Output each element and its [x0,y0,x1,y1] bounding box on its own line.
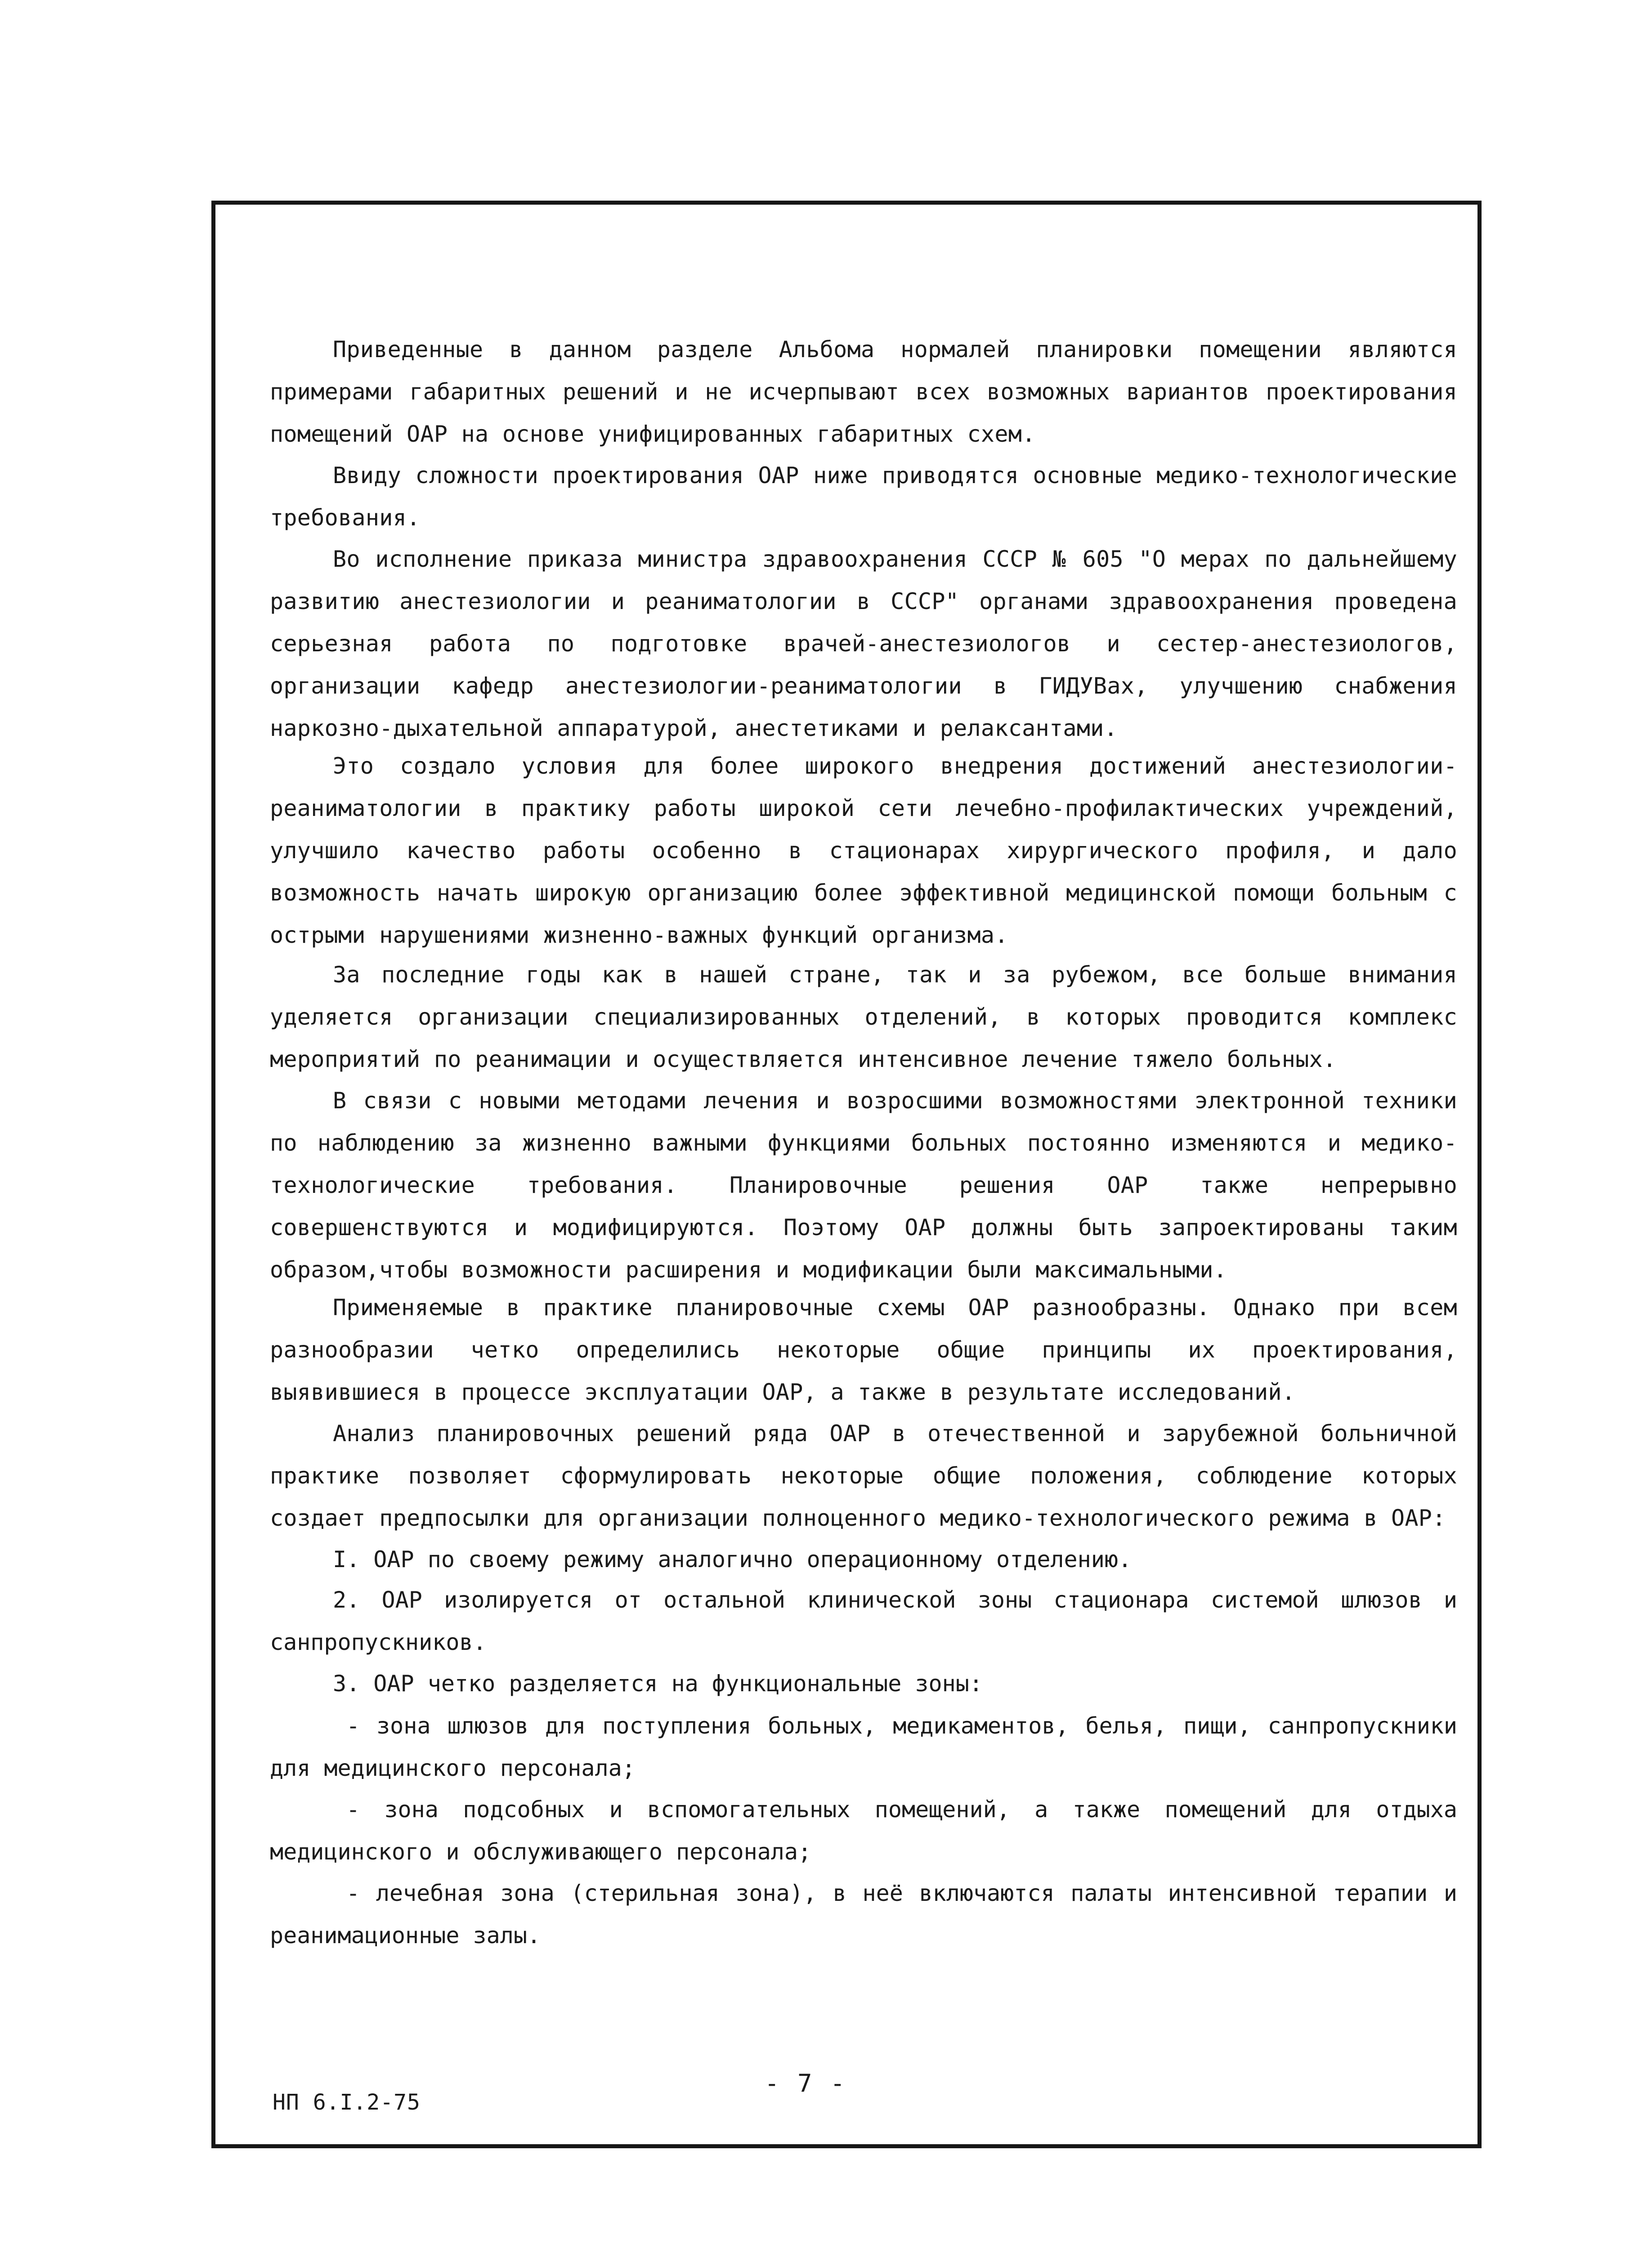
page-number: - 7 - [765,2069,847,2097]
paragraph-order-605: Во исполнение приказа министра здравоохранения СССР № 605 "О мерах по дальнейшему развитию анестезиологии и реаниматологии в СССР" органами здравоохранения проведена серьезная работа по подготовке врачей-анестезиологов и сестер-анестезиологов, организации кафедр анестезиологии-реаниматологии в ГИДУВах, улучшению снабжения наркозно-дыхательной аппаратурой, анестетиками и релаксантами. [270,546,1457,741]
list-item-3: 3. ОАР четко разделяется на функциональные зоны: [333,1671,983,1697]
zone-item-sluice: - зона шлюзов для поступления больных, медикаментов, белья, пищи, санпропускники для медицинского персонала; [270,1713,1457,1781]
zone-item-treatment: - лечебная зона (стерильная зона), в неё включаются палаты интенсивной терапии и реанимационные залы. [270,1880,1457,1949]
paragraph-recent-years: За последние годы как в нашей стране, так и за рубежом, все больше внимания уделяется организации специализированных отделений, в которых проводится комплекс мероприятий по реанимации и осуществляется интенсивное лечение тяжело больных. [270,962,1457,1072]
list-item-1: I. ОАР по своему режиму аналогично операционному отделению. [333,1546,1132,1573]
paragraph-new-methods: В связи с новыми методами лечения и возросшими возможностями электронной техники по наблюдению за жизненно важными функциями больных постоянно изменяются и медико-технологические требования. Планировочные решения ОАР также непрерывно совершенствуются и модифицируются. Поэтому ОАР должны быть запроектированы таким образом,чтобы возможности расширения и модификации были максимальными. [270,1088,1457,1283]
paragraph-requirements: Ввиду сложности проектирования ОАР ниже приводятся основные медико-технологические требования. [270,462,1457,531]
paragraph-planning-schemes: Применяемые в практике планировочные схемы ОАР разнообразны. Однако при всем разнообразии четко определились некоторые общие принципы их проектирования, выявившиеся в процессе эксплуатации ОАР, а также в результате исследований. [270,1295,1457,1405]
paragraph-intro: Приведенные в данном разделе Альбома нормалей планировки помещении являются примерами габаритных решений и не исчерпывают всех возможных вариантов проектирования помещений ОАР на основе унифицированных габаритных схем. [270,336,1457,447]
paragraph-conditions: Это создало условия для более широкого внедрения достижений анестезиологии-реаниматологии в практику работы широкой сети лечебно-профилактических учреждений, улучшило качество работы особенно в стационарах хирургического профиля, и дало возможность начать широкую организацию более эффективной медицинской помощи больным с острыми нарушениями жизненно-важных функций организма. [270,753,1457,948]
list-item-2: 2. ОАР изолируется от остальной клинической зоны стационара системой шлюзов и санпропускников. [270,1587,1457,1655]
document-code: НП 6.I.2-75 [273,2090,421,2115]
zone-item-auxiliary: - зона подсобных и вспомогательных помещений, а также помещений для отдыха медицинского и обслуживающего персонала; [270,1797,1457,1865]
paragraph-analysis: Анализ планировочных решений ряда ОАР в отечественной и зарубежной больничной практике позволяет сформулировать некоторые общие положения, соблюдение которых создает предпосылки для организации полноценного медико-технологического режима в ОАР: [270,1420,1457,1531]
